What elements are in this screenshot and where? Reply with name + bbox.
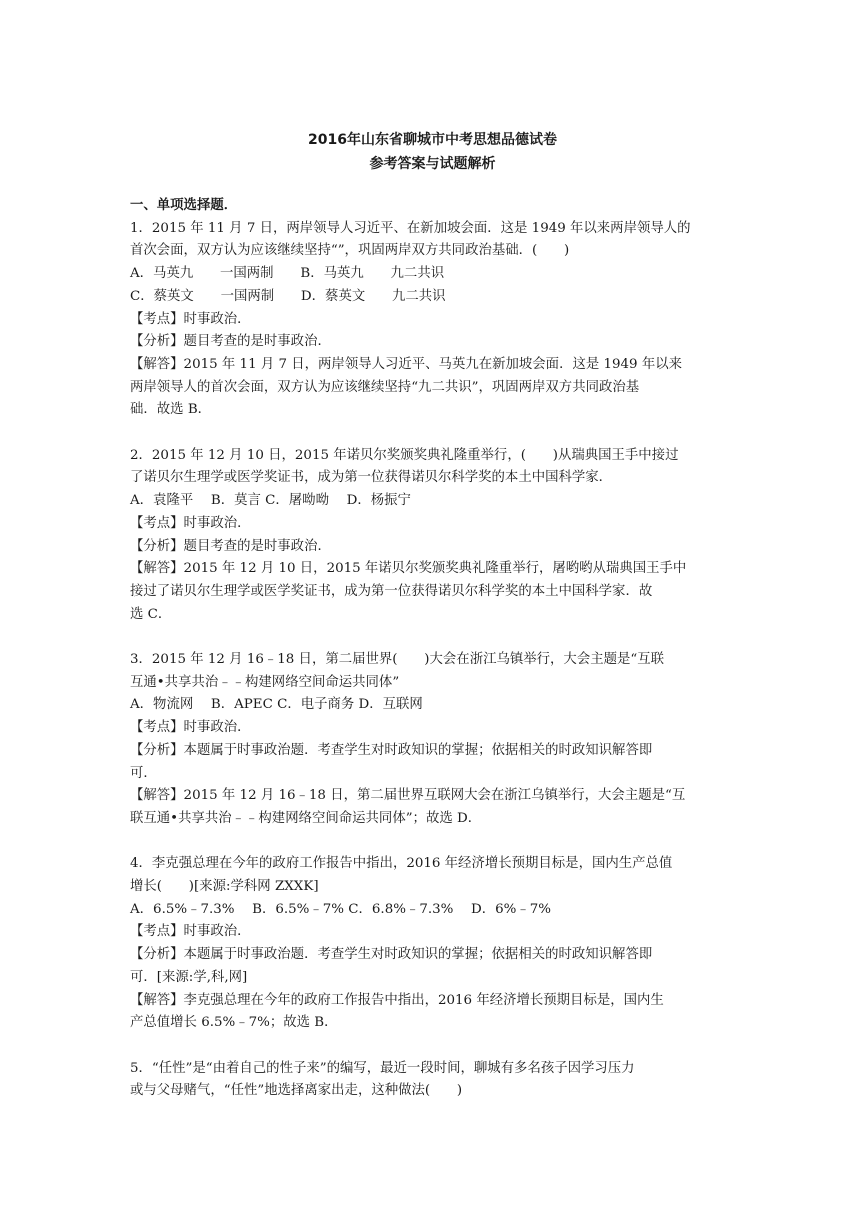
fenxi-line: 可．[来源:学,科,网]	[130, 969, 248, 985]
option-line: A．袁隆平 B．莫言 C．屠呦呦 D．杨振宁	[130, 493, 411, 509]
question-stem-line: 了诺贝尔生理学或医学奖证书，成为第一位获得诺贝尔科学奖的本土中国科学家．	[130, 470, 613, 486]
jieda-line: 选 C．	[130, 606, 172, 622]
question-1	[130, 218, 740, 422]
document-body	[130, 195, 740, 1103]
jieda-line: 【解答】2015 年 12 月 16﹣18 日，第二届世界互联网大会在浙江乌镇举行，大会主题是“互	[130, 788, 686, 804]
jieda-line: 【解答】李克强总理在今年的政府工作报告中指出，2016 年经济增长预期目标是，国内生	[130, 992, 664, 1008]
jieda-line: 础．故选 B．	[130, 402, 212, 418]
question-stem-line: 1．2015 年 11 月 7 日，两岸领导人习近平、在新加坡会面．这是 1949 年以来两岸领导人的	[130, 220, 691, 236]
question-stem-line: 4．李克强总理在今年的政府工作报告中指出，2016 年经济增长预期目标是，国内生产总值	[130, 856, 673, 872]
question-stem-line: 首次会面，双方认为应该继续坚持“”，巩固两岸双方共同政治基础．( )	[130, 243, 570, 259]
question-stem-line: 互通•共享共治﹣﹣构建网络空间命运共同体”	[130, 674, 400, 690]
jieda-line: 【解答】2015 年 12 月 10 日，2015 年诺贝尔奖颁奖典礼隆重举行，屠哟哟从瑞典国王手中	[130, 561, 687, 577]
jieda-line: 两岸领导人的首次会面，双方认为应该继续坚持“九二共识”，巩固两岸双方共同政治基	[130, 379, 640, 395]
option-line: A．6.5%﹣7.3% B．6.5%﹣7% C．6.8%﹣7.3% D．6%﹣7%	[130, 901, 551, 917]
fenxi-line: 【分析】本题属于时事政治题．考查学生对时政知识的掌握；依据相关的时政知识解答即	[130, 742, 653, 758]
fenxi-line: 【分析】本题属于时事政治题．考查学生对时政知识的掌握；依据相关的时政知识解答即	[130, 947, 653, 963]
question-4	[130, 853, 740, 1035]
option-line: A．物流网 B．APEC C．电子商务 D．互联网	[130, 697, 423, 713]
jieda-line: 联互通•共享共治﹣﹣构建网络空间命运共同体”；故选 D．	[130, 810, 482, 826]
question-3	[130, 649, 740, 831]
fenxi-line: 【分析】题目考查的是时事政治．	[130, 334, 331, 350]
question-2	[130, 445, 740, 627]
question-stem-line: 增长( )[来源:学科网 ZXXK]	[130, 879, 319, 895]
question-stem-line: 5．“任性”是“由着自己的性子来”的编写，最近一段时间，聊城有多名孩子因学习压力	[130, 1060, 635, 1076]
question-5	[130, 1058, 740, 1103]
fenxi-line: 可．	[130, 765, 157, 781]
option-line: A．马英九 一国两制 B．马英九 九二共识	[130, 266, 445, 282]
question-stem-line: 3．2015 年 12 月 16﹣18 日，第二届世界( )大会在浙江乌镇举行，大会主题是“互联	[130, 652, 665, 668]
jieda-line: 接过了诺贝尔生理学或医学奖证书，成为第一位获得诺贝尔科学奖的本土中国科学家．故	[130, 583, 653, 599]
jieda-line: 【解答】2015 年 11 月 7 日，两岸领导人习近平、马英九在新加坡会面．这是 1949 年以来	[130, 356, 683, 372]
question-stem-line: 或与父母赌气，“任性”地选择离家出走，这种做法( )	[130, 1083, 463, 1099]
page-subtitle: 参考答案与试题解析	[369, 156, 496, 172]
section-heading: 一、单项选择题．	[130, 198, 238, 213]
question-stem-line: 2．2015 年 12 月 10 日，2015 年诺贝尔奖颁奖典礼隆重举行，( )从瑞典国王手中接过	[130, 447, 679, 463]
jieda-line: 产总值增长 6.5%﹣7%；故选 B．	[130, 1015, 338, 1031]
kaodian-line: 【考点】时事政治．	[130, 515, 251, 531]
option-line: C．蔡英文 一国两制 D．蔡英文 九二共识	[130, 288, 446, 304]
kaodian-line: 【考点】时事政治．	[130, 720, 251, 736]
kaodian-line: 【考点】时事政治．	[130, 924, 251, 940]
page-title: 2016年山东省聊城市中考思想品德试卷	[308, 132, 557, 148]
fenxi-line: 【分析】题目考查的是时事政治．	[130, 538, 331, 554]
kaodian-line: 【考点】时事政治．	[130, 311, 251, 327]
